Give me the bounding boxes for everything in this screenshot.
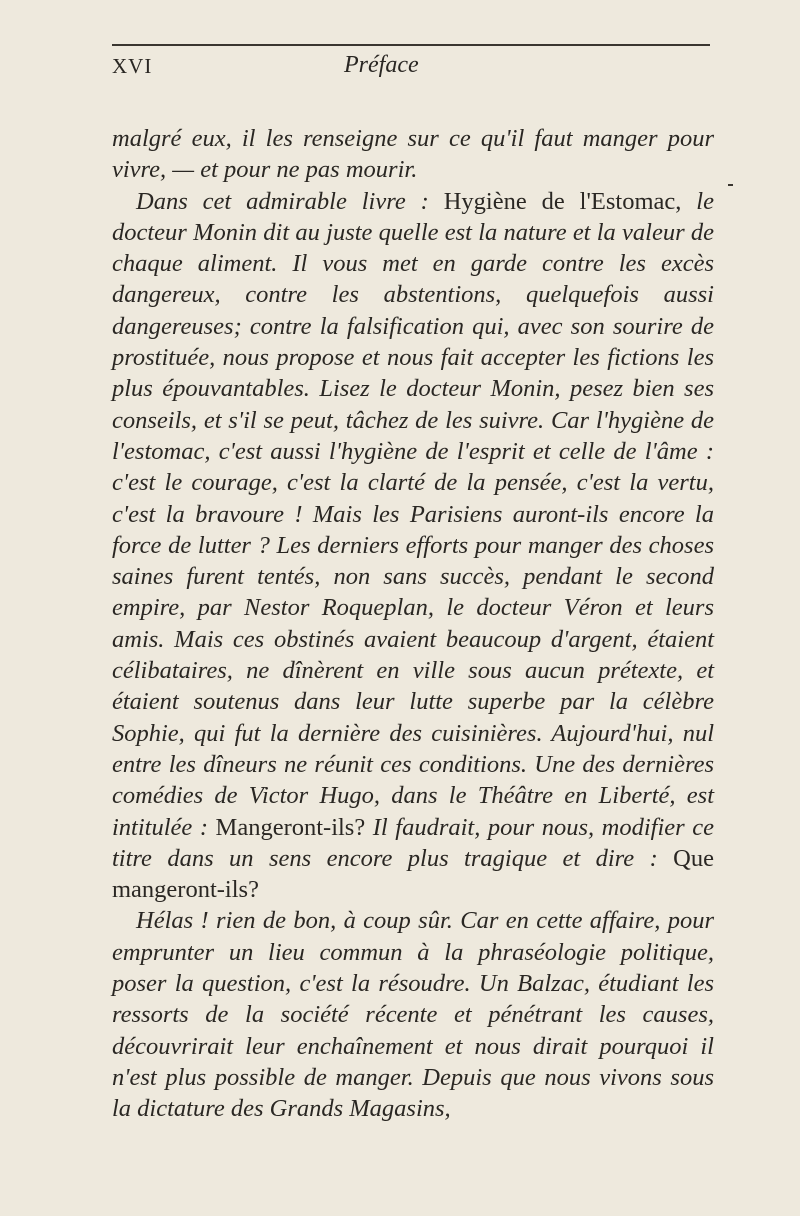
- margin-mark: [728, 184, 733, 186]
- book-title: Hygiène de l'Estomac,: [443, 187, 682, 215]
- paragraph-2-intro: Dans cet admirable livre :: [136, 187, 444, 215]
- paragraph-2-main: le docteur Monin dit au juste quelle est la nature et la valeur de chaque aliment. Il vous met en garde contre les excès dangereux, contre les abstentions, quelquefois aussi dangereuses; contre la falsification qui, avec son sourire de prostituée, nous propose et nous fait accepter les fictions les plus épouvantables. Lisez le docteur Monin, pesez bien ses conseils, et s'il se peut, tâchez de les suivre. Car l'hygiène de l'estomac, c'est aussi l'hygiène de l'esprit et celle de l'âme : c'est le courage, c'est la clarté de la pensée, c'est la vertu, c'est la bravoure ! Mais les Parisiens auront-ils encore la force de lutter ? Les derniers efforts pour manger des choses saines furent tentés, non sans succès, pendant le second empire, par Nestor Roqueplan, le docteur Véron et leurs amis. Mais ces obstinés avaient beaucoup d'argent, étaient célibataires, ne dînèrent en ville sous aucun prétexte, et étaient soutenus dans leur lutte superbe par la célèbre Sophie, qui fut la dernière des cuisinières. Aujourd'hui, nul entre les dîneurs ne réunit ces conditions. Une des dernières comédies de Victor Hugo, dans le Théâtre en Liberté, est intitulée :: [112, 187, 714, 841]
- paragraph-2: [112, 186, 714, 906]
- page-header: [112, 52, 712, 96]
- paragraph-2-continuation: Il faudrait, pour nous, modifier ce titre dans un sens encore plus tragique et dire :: [112, 813, 714, 872]
- body-text: [112, 123, 714, 1125]
- running-title: Préface: [344, 52, 419, 78]
- header-rule: [112, 44, 710, 46]
- paragraph-3: Hélas ! rien de bon, à coup sûr. Car en cette affaire, pour emprunter un lieu commun à la phraséologie politique, poser la question, c'est la résoudre. Un Balzac, étudiant les ressorts de la société récente et pénétrant les causes, découvrirait leur enchaînement et nous dirait pourquoi il n'est plus possible de manger. Depuis que nous vivons sous la dictature des Grands Magasins,: [112, 907, 714, 1123]
- page-number: XVI: [112, 54, 153, 78]
- modified-title: Que mangeront-ils?: [112, 844, 714, 904]
- paragraph-1: malgré eux, il les renseigne sur ce qu'il faut manger pour vivre, — et pour ne pas mourir.: [112, 125, 714, 184]
- play-title: Mangeront-ils?: [215, 813, 366, 841]
